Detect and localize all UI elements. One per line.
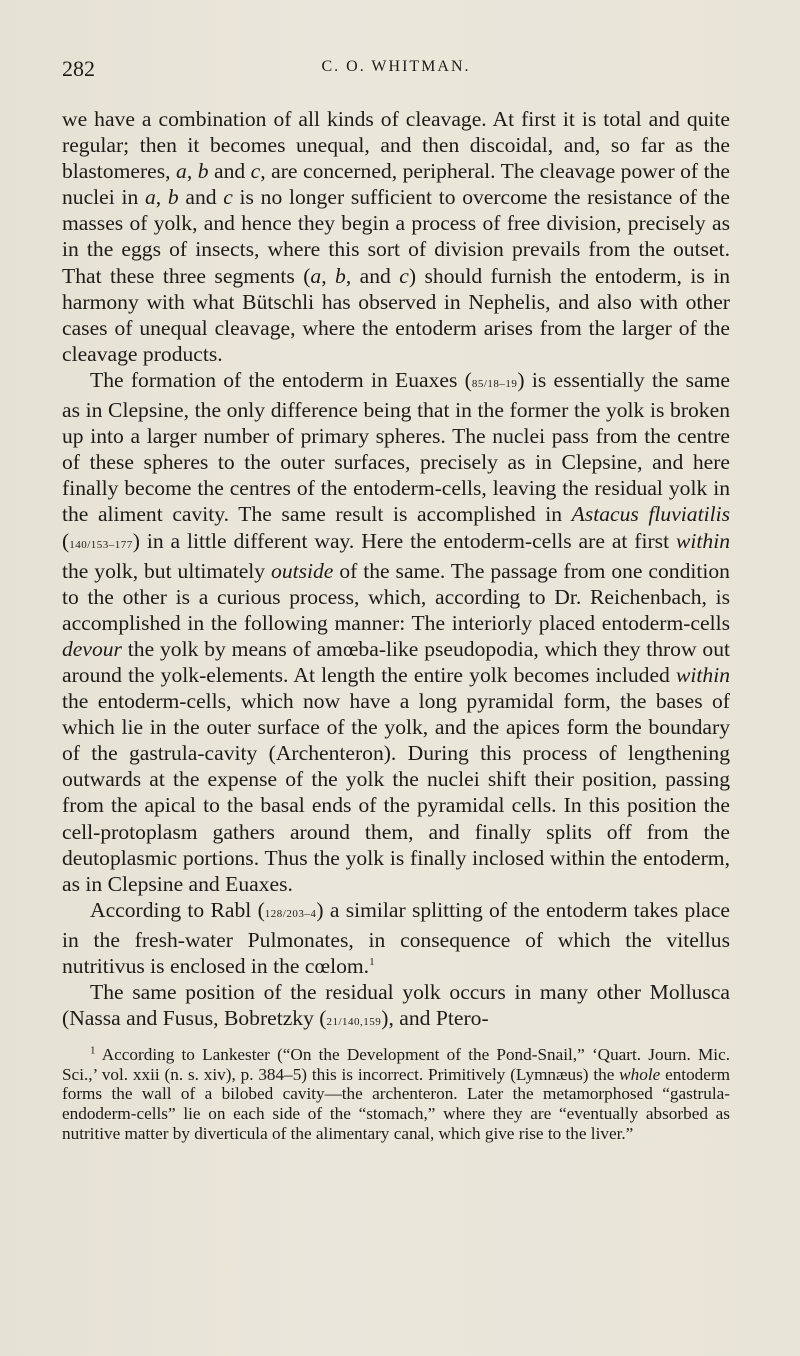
text-run: and — [178, 185, 224, 210]
text-run: and — [208, 159, 251, 184]
italic-text: a — [144, 185, 156, 210]
footnote — [62, 1045, 730, 1143]
running-head — [62, 48, 730, 84]
text-run: the entoderm-cells, which now have a long pyramidal form, the bases of which lie in the outer surface of the yolk, and the apices form the boundary of the gastrula-cavity (Archenteron). During this process of lengthening outwards at the expense of the yolk the nuclei shift their position, passing from the apical to the basal ends of the pyramidal cells. In this position the cell-protoplasm gathers around them, and finally splits off from the deutoplasmic portions. Thus the yolk is finally inclosed within the entoderm, as in Clepsine and Euaxes. — [62, 689, 730, 896]
text-run: of the same. The passage from one condition to the other is a curious process, which, according to Dr. Reichenbach, is accomplished in the following manner: The interiorly placed entoderm-cells — [62, 558, 730, 635]
italic-text: within — [676, 528, 730, 553]
italic-text: outside — [271, 558, 334, 583]
paragraph — [62, 979, 730, 1035]
figure-reference: 85/18–19 — [471, 377, 518, 390]
italic-text: b — [167, 185, 179, 210]
paragraph — [62, 367, 730, 897]
figure-reference: 21/140,159 — [326, 1016, 382, 1029]
footnotes — [62, 1045, 730, 1143]
italic-text: b — [197, 159, 209, 184]
body-text — [62, 106, 730, 1035]
text-run: According to Lankester (“On the Development of the Pond-Snail,” ‘Quart. Journ. Mic. Sci.,’ vol. xxii (n. s. xiv), p. 384–5) this is incorrect. Primitively (Lymnæus) the — [62, 1045, 730, 1084]
italic-text: c — [223, 185, 233, 210]
text-run: ( — [62, 528, 70, 553]
text-run: ), and Ptero- — [381, 1006, 489, 1031]
text-run: ) should furnish the entoderm, is in harmony with what Bütschli has observed in Nephelis, and also with other cases of unequal cleavage, where the entoderm arises from the larger of the cleavage products. — [62, 263, 730, 366]
text-run: , — [321, 263, 336, 288]
page-number: 282 — [62, 56, 95, 81]
text-run: ) is essentially the same as in Clepsine, the only difference being that in the former the yolk is broken up into a larger number of primary spheres. The nuclei pass from the centre of these spheres to the outer surfaces, precisely as in Clepsine, and here finally become the centres of the entoderm-cells, leaving the residual yolk in the aliment cavity. The same result is accomplished in — [62, 367, 730, 527]
italic-text: b — [335, 263, 346, 288]
paragraph — [62, 106, 730, 367]
text-run: is no longer sufficient to overcome the resistance of the masses of yolk, and hence they begin a process of free division, precisely as in the eggs of insects, where this sort of division prevails from the outset. That these three segments ( — [62, 185, 731, 288]
text-run: ) in a little different way. Here the entoderm-cells are at first — [132, 528, 676, 553]
footnote-marker: 1 — [90, 1044, 96, 1057]
text-run: , — [155, 185, 168, 210]
figure-reference: 140/153–177 — [69, 538, 133, 551]
italic-text: a — [310, 263, 322, 288]
text-run: , are concerned, peripheral. The cleavage power of the nuclei in — [62, 159, 730, 210]
italic-text: c — [250, 159, 261, 184]
text-run: the yolk, but ultimately — [62, 558, 272, 583]
text-run: The formation of the entoderm in Euaxes ( — [90, 367, 472, 392]
text-run: The same position of the residual yolk occurs in many other Mollusca (Nassa and Fusus, Bobretzky ( — [62, 980, 730, 1031]
text-run: the yolk by means of amœba-like pseudopodia, which they throw out around the yolk-elements. At length the entire yolk becomes included — [62, 636, 730, 687]
italic-text: a — [176, 159, 187, 184]
italic-text: whole — [619, 1064, 661, 1084]
italic-text: c — [399, 263, 409, 288]
text-run: According to Rabl ( — [90, 897, 265, 922]
footnote-marker: 1 — [369, 955, 375, 968]
text-run: , and — [345, 263, 400, 288]
italic-text: Astacus fluviatilis — [571, 502, 730, 527]
paragraph — [62, 897, 730, 979]
figure-reference: 128/203–4 — [264, 907, 317, 920]
text-run: ) a similar splitting of the entoderm takes place in the fresh-water Pulmonates, in consequence of which the vitellus nutritivus is enclosed in the cœlom. — [62, 897, 731, 978]
text-run: , — [186, 159, 198, 184]
italic-text: within — [676, 662, 730, 687]
text-run: we have a combination of all kinds of cleavage. At first it is total and quite regular; then it becomes unequal, and then discoidal, and, so far as the blastomeres, — [62, 107, 730, 184]
italic-text: devour — [62, 636, 122, 661]
text-run: entoderm forms the wall of a bilobed cavity—the archenteron. Later the metamorphosed “gastrula-endoderm-cells” lie on each side of the “stomach,” where they are “eventually absorbed as nutritive matter by diverticula of the alimentary canal, which give rise to the liver.” — [62, 1064, 730, 1143]
running-title: C. O. WHITMAN. — [321, 58, 471, 75]
